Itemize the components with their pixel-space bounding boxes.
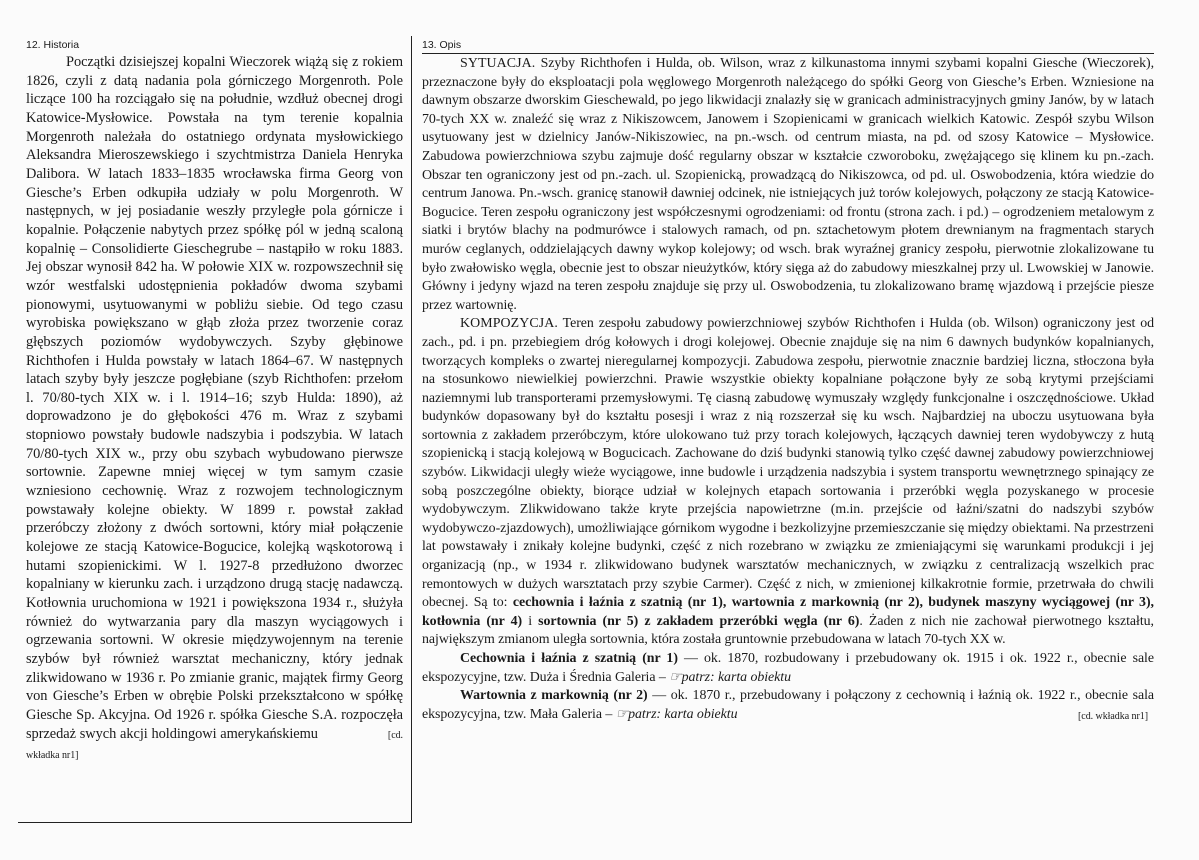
history-text: Początki dzisiejszej kopalni Wieczorek wiążą się z rokiem 1826, czyli z datą nadania pola górniczego Morgenroth. Pole liczące 100 ha rozciągało się na południe, wzdłuż obecnej drogi Katowice-Mysłowice. Powstała na tym terenie kopalnia Morgenroth należała do ostatniego ordynata mysłowickiego Aleksandra Mieroszewskiego i szychtmistrza Daniela Henryka Dalibora. W latach 1833–1835 wrocławska firma Georg von Giesche’s Erben odkupiła udziały w polu Morgenroth. W następnych, w jej posiadanie weszły przyległe pola górnicze i kopalnie. Połączenie nabytych przez spółkę pól w jedną scaloną kopalnię – Consolidierte Gieschegrube – nastąpiło w roku 1883. Jej obszar wynosił 842 ha. W połowie XIX w. rozpowszechnił się wzór westfalski udostępnienia pokładów dwoma szybami pionowymi, usytuowanymi w pobliżu siebie. Od tego czasu wyrobiska powiększano w głąb złoża przez tworzenie coraz głębszych poziomów wydobywczych. Szyby głębinowe Richthofen i Hulda powstały w latach 1864–67. W następnych latach szyby były jeszcze pogłębiane (szyb Richthofen: przełom l. 70/80-tych XIX w. i l. 1914–16; szyb Hulda: 1890), aż doprowadzono je do głębokości 476 m. Wraz z szybami stopniowo powstały budowle nadszybia i podszybia. W latach 70/80-tych XIX w., przy obu szybach wybudowano pierwsze sortownie. Zapewne mniej więcej w tym samym czasie wzniesiono cechownię. Wraz z rozwojem technologicznym powstawały kolejne obiekty. W 1899 r. powstał zakład przeróbczy złożony z dwóch sortowni, który miał połączenie kolejowe ze stacją Katowice-Bogucice, kolejką wąskotorową i hutami szopienickimi. W l. 1927-8 przedłużono dworzec kopalniany w kierunku zach. i urządzono drugą stację nadawczą. Kotłownia uruchomiona w 1921 i powiększona 1934 r., służyła również do wytwarzania pary dla maszyn wyciągowych i ogrzewania sortowni. W okresie międzywojennym na terenie szybów był również warsztat mechaniczny, który jednak zlikwidowano w 1936 r. Po zmianie granic, majątek firmy Georg von Giesche’s Erben w obrębie Polski przekształcono w spółkę Giesche Sp. Akcyjna. Od 1926 r. spółka Giesche S.A. rozpoczęła sprzedaż swych akcji holdingowi amerykańskiemu	[26, 54, 403, 742]
description-continuation-note: [cd. wkładka nr1]	[1078, 710, 1148, 722]
building-2-text: — ok. 1870 r., przebudowany i połączony z cechownią i łaźnią ok. 1922 r., obecnie sala ekspozycyjna, tzw. Mała Galeria –	[422, 688, 1154, 722]
building-1-name: cechownia i łaźnia z szatnią (nr 1)	[512, 595, 723, 611]
building-4-name: kotłownia (nr 4)	[422, 613, 523, 629]
building-1-card-reference: ☞patrz: karta obiektu	[669, 669, 791, 685]
composition-text: Teren zespołu zabudowy powierzchniowej szybów Richthofen i Hulda (ob. Wilson) ograniczony jest od zach., pd. i pn. przebiegiem dróg kołowych i drogi kolejowej. Obecnie znajduje się na nim 6 dawnych budynków kopalnianych, tworzących kompleks o zwartej nieregularnej kompozycji. Zabudowa zespołu, pierwotnie znacznie bardziej liczna, stłoczona była na stosunkowo niewielkiej powierzchni. Prawie wszystkie obiekty kopalniane połączone były ze sobą krytymi przejściami naziemnymi lub transporterami przemysłowymi. Tę ciasną zabudowę wymuszały względy funkcjonalne i oszczędnościowe. Układ budynków dopasowany był do kształtu posesji i wraz z nią rozszerzał się ku wsch. Najbardziej na uboczu usytuowana była sortownia z zakładem przeróbczym, które ulokowano tuż przy torach kolejowych, łączących dawniej teren wydobywczy z hutą szopienicką i stacją kolejową w Bogucicach. Zachowane do dziś budynki stanowią tylko część dawnej zabudowy powierzchniowej szybów. Likwidacji uległy wieże wyciągowe, inne budowle i urządzenia nadszybia i system transportu wewnętrznego spinający ze sobą poszczególne obiekty, biorące udział w kolejnych etapach sortowania i przeróbki węgla pozyskanego w procesie wydobywczym. Zlikwidowano także kryte przejścia napowietrzne (m.in. przejście od łaźni/szatni do nadszybi szybów wydobywczo-zjazdowych), umożliwiające górnikom wygodne i bezkolizyjne przemieszczanie się między obiektami. Na przestrzeni lat powstawały i znikały kolejne budynki, część z nich rozebrano w związku ze zmieniającymi się warunkami produkcji i jej organizacją (np., w 1934 r. zlikwidowano budynek warsztatów mechanicznych, w związku z centralizacją wszelkich prac remontowych w dużych warsztatach przy szybie Carmer). Część z nich, w zmienionej kilkakrotnie formie, przetrwała do chwili obecnej. Są to:	[422, 316, 1154, 611]
history-section-label: 12. Historia	[26, 39, 80, 51]
building-2-card-reference: ☞patrz: karta obiektu	[615, 706, 738, 722]
history-continuation-note: [cd. wkładka nr1]	[26, 729, 403, 762]
composition-tail: . Żaden z nich nie zachował pierwotnego kształtu, największym zmianom uległa sortownia, która została gruntownie przebudowana w latach 70-tych XX w.	[422, 613, 1154, 648]
composition-paragraph	[422, 315, 1154, 650]
separator-1: ,	[722, 595, 732, 611]
description-column	[412, 36, 1154, 838]
building-1-text: — ok. 1870, rozbudowany i przebudowany ok. 1915 i ok. 1922 r., obecnie sale ekspozycyjne, tzw. Duża i Średnia Galeria –	[422, 651, 1154, 685]
building-2-paragraph	[422, 687, 1154, 724]
description-section-label: 13. Opis	[422, 38, 1154, 54]
situation-paragraph	[422, 55, 1154, 315]
building-5-name: sortownia (nr 5) z zakładem przeróbki węgla (nr 6)	[538, 613, 860, 629]
situation-text: Szyby Richthofen i Hulda, ob. Wilson, wraz z kilkunastoma innymi szybami kopalni Giesche (Wieczorek), przeznaczone były do eksploatacji pola węglowego Morgenroth należącego do spółki Georg von Giesche’s Erben. Wzniesione na dawnym obszarze dworskim Gieschewald, po jego likwidacji znalazły się w granicach administracyjnych gminy Janów, by w latach 70-tych XX w. znaleźć się wraz z Nikiszowcem, Janowem i Szopienicami w granicach wielkich Katowic. Zespół szybu Wilson usytuowany jest w dzielnicy Janów-Nikiszowiec, na pn.-wsch. od centrum miasta, na pd. od szosy Katowice – Mysłowice. Zabudowa powierzchniowa szybu zajmuje dość regularny obszar w kształcie czworoboku, zwężającego się klinem ku pn.-zach. Obszar ten ograniczony jest od pn.-zach. ul. Szopienicką, prowadzącą do Nikiszowca, od pd. ul. Oswobodzenia, która wiedzie do centrum Janowa. Pn.-wsch. granicę stanowił dawniej odcinek, nie istniejących już torów kolejowych, połączony ze stacją Katowice-Bogucice. Teren zespołu ograniczony jest współczesnymi ogrodzeniami: od frontu (strona zach. i pd.) – ogrodzeniem metalowym z siatki i brytów blachy na podmurówce i stalowych ramach, od pn. sztachetowym płotem drewnianym na fragmentach starych murów ceglanych, oddzielających dawny wykop kolejowy; od wsch. brak wyraźnej granicy zespołu, pierwotnie zlokalizowane tu było zwałowisko węgla, obecnie jest to obszar nieużytków, który sięga aż do zabudowy mieszkalnej przy ul. Lwowskiej w Janowie. Główny i jedyny wjazd na teren zespołu znajduje się przy ul. Oswobodzenia, tu zlokalizowano bramę wjazdową i przejście piesze przez wartownię.	[422, 56, 1154, 313]
separator-3: ,	[1150, 595, 1154, 611]
separator-4: i	[522, 613, 539, 629]
separator-2: ,	[919, 595, 929, 611]
building-1-paragraph	[422, 650, 1154, 687]
building-2-name: wartownia z markownią (nr 2)	[731, 595, 920, 611]
building-3-name: budynek maszyny wyciągowej (nr 3)	[928, 595, 1151, 611]
situation-heading: SYTUACJA.	[460, 56, 536, 71]
history-column	[18, 36, 412, 823]
history-paragraph	[26, 53, 403, 766]
building-1-heading: Cechownia i łaźnia z szatnią (nr 1)	[460, 651, 678, 666]
building-2-heading: Wartownia z markownią (nr 2)	[460, 688, 648, 704]
document-sheet	[18, 36, 1188, 838]
composition-heading: KOMPOZYCJA.	[460, 316, 558, 332]
